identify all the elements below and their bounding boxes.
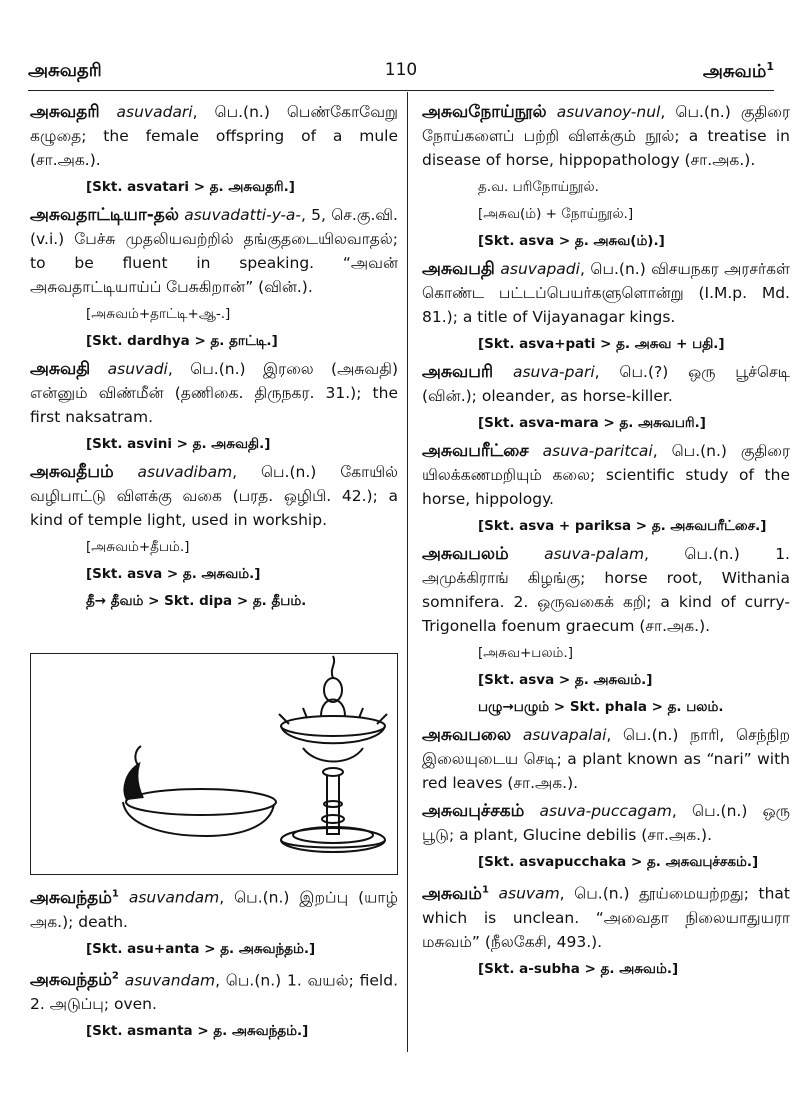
left-column [30, 100, 398, 617]
etymology-note: [Skt. asva+pati > த. அசுவ + பதி.] [478, 336, 725, 352]
etymology-note: [Skt. asvini > த. அசுவதி.] [86, 436, 271, 452]
headword: அசுவபுச்சகம் [422, 801, 525, 821]
etymology-note: [Skt. a-subha > த. அசுவம்.] [478, 960, 679, 977]
header-rule [28, 90, 774, 91]
etymology-note: பழு→பழும் > Skt. phala > த. பலம். [478, 699, 724, 715]
headword: அசுவபலை [422, 725, 512, 745]
headword: அசுவதாட்டியா-தல் [30, 205, 179, 225]
transliteration: asuvam [498, 884, 560, 903]
headword: அசுவம்$^1$ [422, 883, 489, 904]
transliteration: asuva-paritcai [542, 442, 653, 460]
definition: , பெ.(n.) பெண்கோவேறு கழுதை; the female offspring of a mule (சா.அக.). [30, 103, 398, 169]
etymology-note: [Skt. asvapucchaka > த. அசுவபுச்சகம்.] [478, 854, 759, 870]
headword: அசுவபலம் [422, 544, 509, 564]
headword: அசுவந்தம்$^1$ [30, 887, 119, 908]
definition: , பெ.(n.) குதிரை யிலக்கணமறியும் கலை; scientific study of the horse, hippology. [422, 442, 790, 508]
transliteration: asuva-palam [544, 545, 645, 563]
dictionary-entry [422, 542, 790, 638]
page-header [28, 60, 774, 86]
definition: , பெ.(n.) தூய்மையற்றது; that which is unclean. “அவைதா நிலையாதுயரா மசுவம்” (நீலகேசி, 493.). [422, 884, 791, 951]
definition: , பெ.(n.) 1. அமுக்கிராங் கிழங்கு; horse root, Withania somnifera. 2. ஒருவகைக் கறி; a kind of curry-Trigonella foenum graecum (சா.அக.). [422, 545, 790, 635]
definition: , 5, செ.கு.வி. (v.i.) பேச்சு முதலியவற்றில் தங்குதடையிலவாதல்; to be fluent in speaking. “அவன் அசுவதாட்டியாய்ப் பேசுகிறான்” (வின்.). [30, 206, 398, 296]
dictionary-entry [422, 360, 790, 408]
dictionary-entry [30, 965, 398, 1017]
etymology-note: [அசுவ(ம்) + நோய்நூல்.] [478, 206, 634, 222]
headword-sup: 1 [481, 884, 489, 895]
page-number: 110 [384, 60, 418, 80]
headword: அசுவபதி [422, 259, 495, 279]
left-column-lower [30, 882, 398, 1047]
column-divider [407, 92, 408, 1052]
definition: , பெ.(?) ஒரு பூச்செடி (வின்.); oleander, as horse-killer. [422, 363, 790, 405]
headword-sup: 1 [111, 888, 119, 899]
dictionary-entry [30, 357, 398, 429]
etymology-note: [Skt. dardhya > த. தாட்டி.] [86, 333, 278, 349]
etymology-note: [Skt. asmanta > த. அசுவந்தம்.] [86, 1023, 309, 1040]
headword: அசுவதீபம் [30, 462, 114, 482]
headword: அசுவந்தம்$^2$ [30, 970, 119, 991]
etymology-note: [Skt. asva > த. அசுவம்.] [478, 672, 653, 688]
transliteration: asuvandam [128, 888, 220, 907]
definition: , பெ.(n.) 1. வயல்; field. 2. அடுப்பு; oven. [30, 971, 398, 1014]
etymology-note: [Skt. asu+anta > த. அசுவந்தம்.] [86, 940, 316, 957]
transliteration: asuvapalai [522, 726, 607, 744]
dictionary-entry [422, 723, 790, 795]
definition: , பெ.(n.) கோயில் வழிபாட்டு விளக்கு வகை (பரத. ஒழிபி. 42.); a kind of temple light, used in workship. [30, 463, 398, 529]
transliteration: asuvandam [124, 971, 216, 990]
transliteration: asuvadatti-y-a- [184, 206, 301, 224]
headword: அசுவபரி [422, 362, 494, 382]
dictionary-entry [422, 439, 790, 511]
dictionary-entry [30, 882, 398, 934]
lamp-illustration [30, 653, 398, 875]
headword: அசுவதரி [30, 102, 100, 122]
transliteration: asuvadari [116, 103, 193, 121]
definition: , பெ.(n.) நாரி, செந்நிற இலையுடைய செடி; a plant known as “nari” with red leaves (சா.அக.). [422, 726, 790, 792]
headword: அசுவதி [30, 359, 91, 379]
headword-sup: 2 [111, 970, 119, 982]
dictionary-entry [30, 203, 398, 299]
transliteration: asuvadi [107, 360, 168, 378]
right-column [422, 100, 790, 985]
etymology-note: [Skt. asva > த. அசுவ(ம்).] [478, 233, 665, 249]
etymology-note: [அசுவம்+தாட்டி+ஆ-.] [86, 306, 231, 322]
dictionary-entry [422, 799, 790, 847]
headword: அசுவபரீட்சை [422, 441, 529, 461]
dictionary-entry [422, 878, 790, 954]
lamp-icon [31, 654, 396, 873]
transliteration: asuvadibam [137, 463, 233, 481]
definition: , பெ.(n.) ஒரு பூடு; a plant, Glucine debilis (சா.அக.). [422, 802, 790, 844]
etymology-note: [அசுவம்+தீபம்.] [86, 539, 190, 555]
etymology-note: [Skt. asva > த. அசுவம்.] [86, 566, 261, 582]
dictionary-entry [422, 257, 790, 329]
etymology-note: [Skt. asva + pariksa > த. அசுவபரீட்சை.] [478, 518, 767, 534]
definition: , பெ.(n.) இரலை (அசுவதி) என்னும் விண்மீன் (தணிகை. திருநகர. 31.); the first naksatram. [30, 360, 398, 426]
transliteration: asuvapadi [500, 260, 580, 278]
definition: , பெ.(n.) இறப்பு (யாழ் அக.); death. [30, 888, 398, 931]
etymology-note: [அசுவ+பலம்.] [478, 645, 573, 661]
definition: , பெ.(n.) விசயநகர அரசர்கள் கொண்ட பட்டப்பெயர்களுளொன்று (I.M.p. Md. 81.); a title of Vijayanagar kings. [422, 260, 790, 326]
transliteration: asuva-puccagam [539, 802, 672, 820]
transliteration: asuvanoy-nul [556, 103, 661, 121]
definition: , பெ.(n.) குதிரை நோய்களைப் பற்றி விளக்கும் நூல்; a treatise in disease of horse, hippopathology (சா.அக.). [422, 103, 790, 169]
etymology-note: தீ→ தீவம் > Skt. dipa > த. தீபம். [86, 593, 307, 609]
dictionary-entry [422, 100, 790, 172]
etymology-note: த.வ. பரிநோய்நூல். [478, 179, 599, 195]
transliteration: asuva-pari [512, 363, 595, 381]
dictionary-entry [30, 100, 398, 172]
etymology-note: [Skt. asva-mara > த. அசுவபரி.] [478, 415, 706, 431]
headword: அசுவநோய்நூல் [422, 102, 547, 122]
etymology-note: [Skt. asvatari > த. அசுவதரி.] [86, 179, 295, 195]
running-head-left: அசுவதரி [28, 60, 102, 81]
running-head-right: அசுவம்$^1$ [702, 60, 774, 82]
dictionary-entry [30, 460, 398, 532]
